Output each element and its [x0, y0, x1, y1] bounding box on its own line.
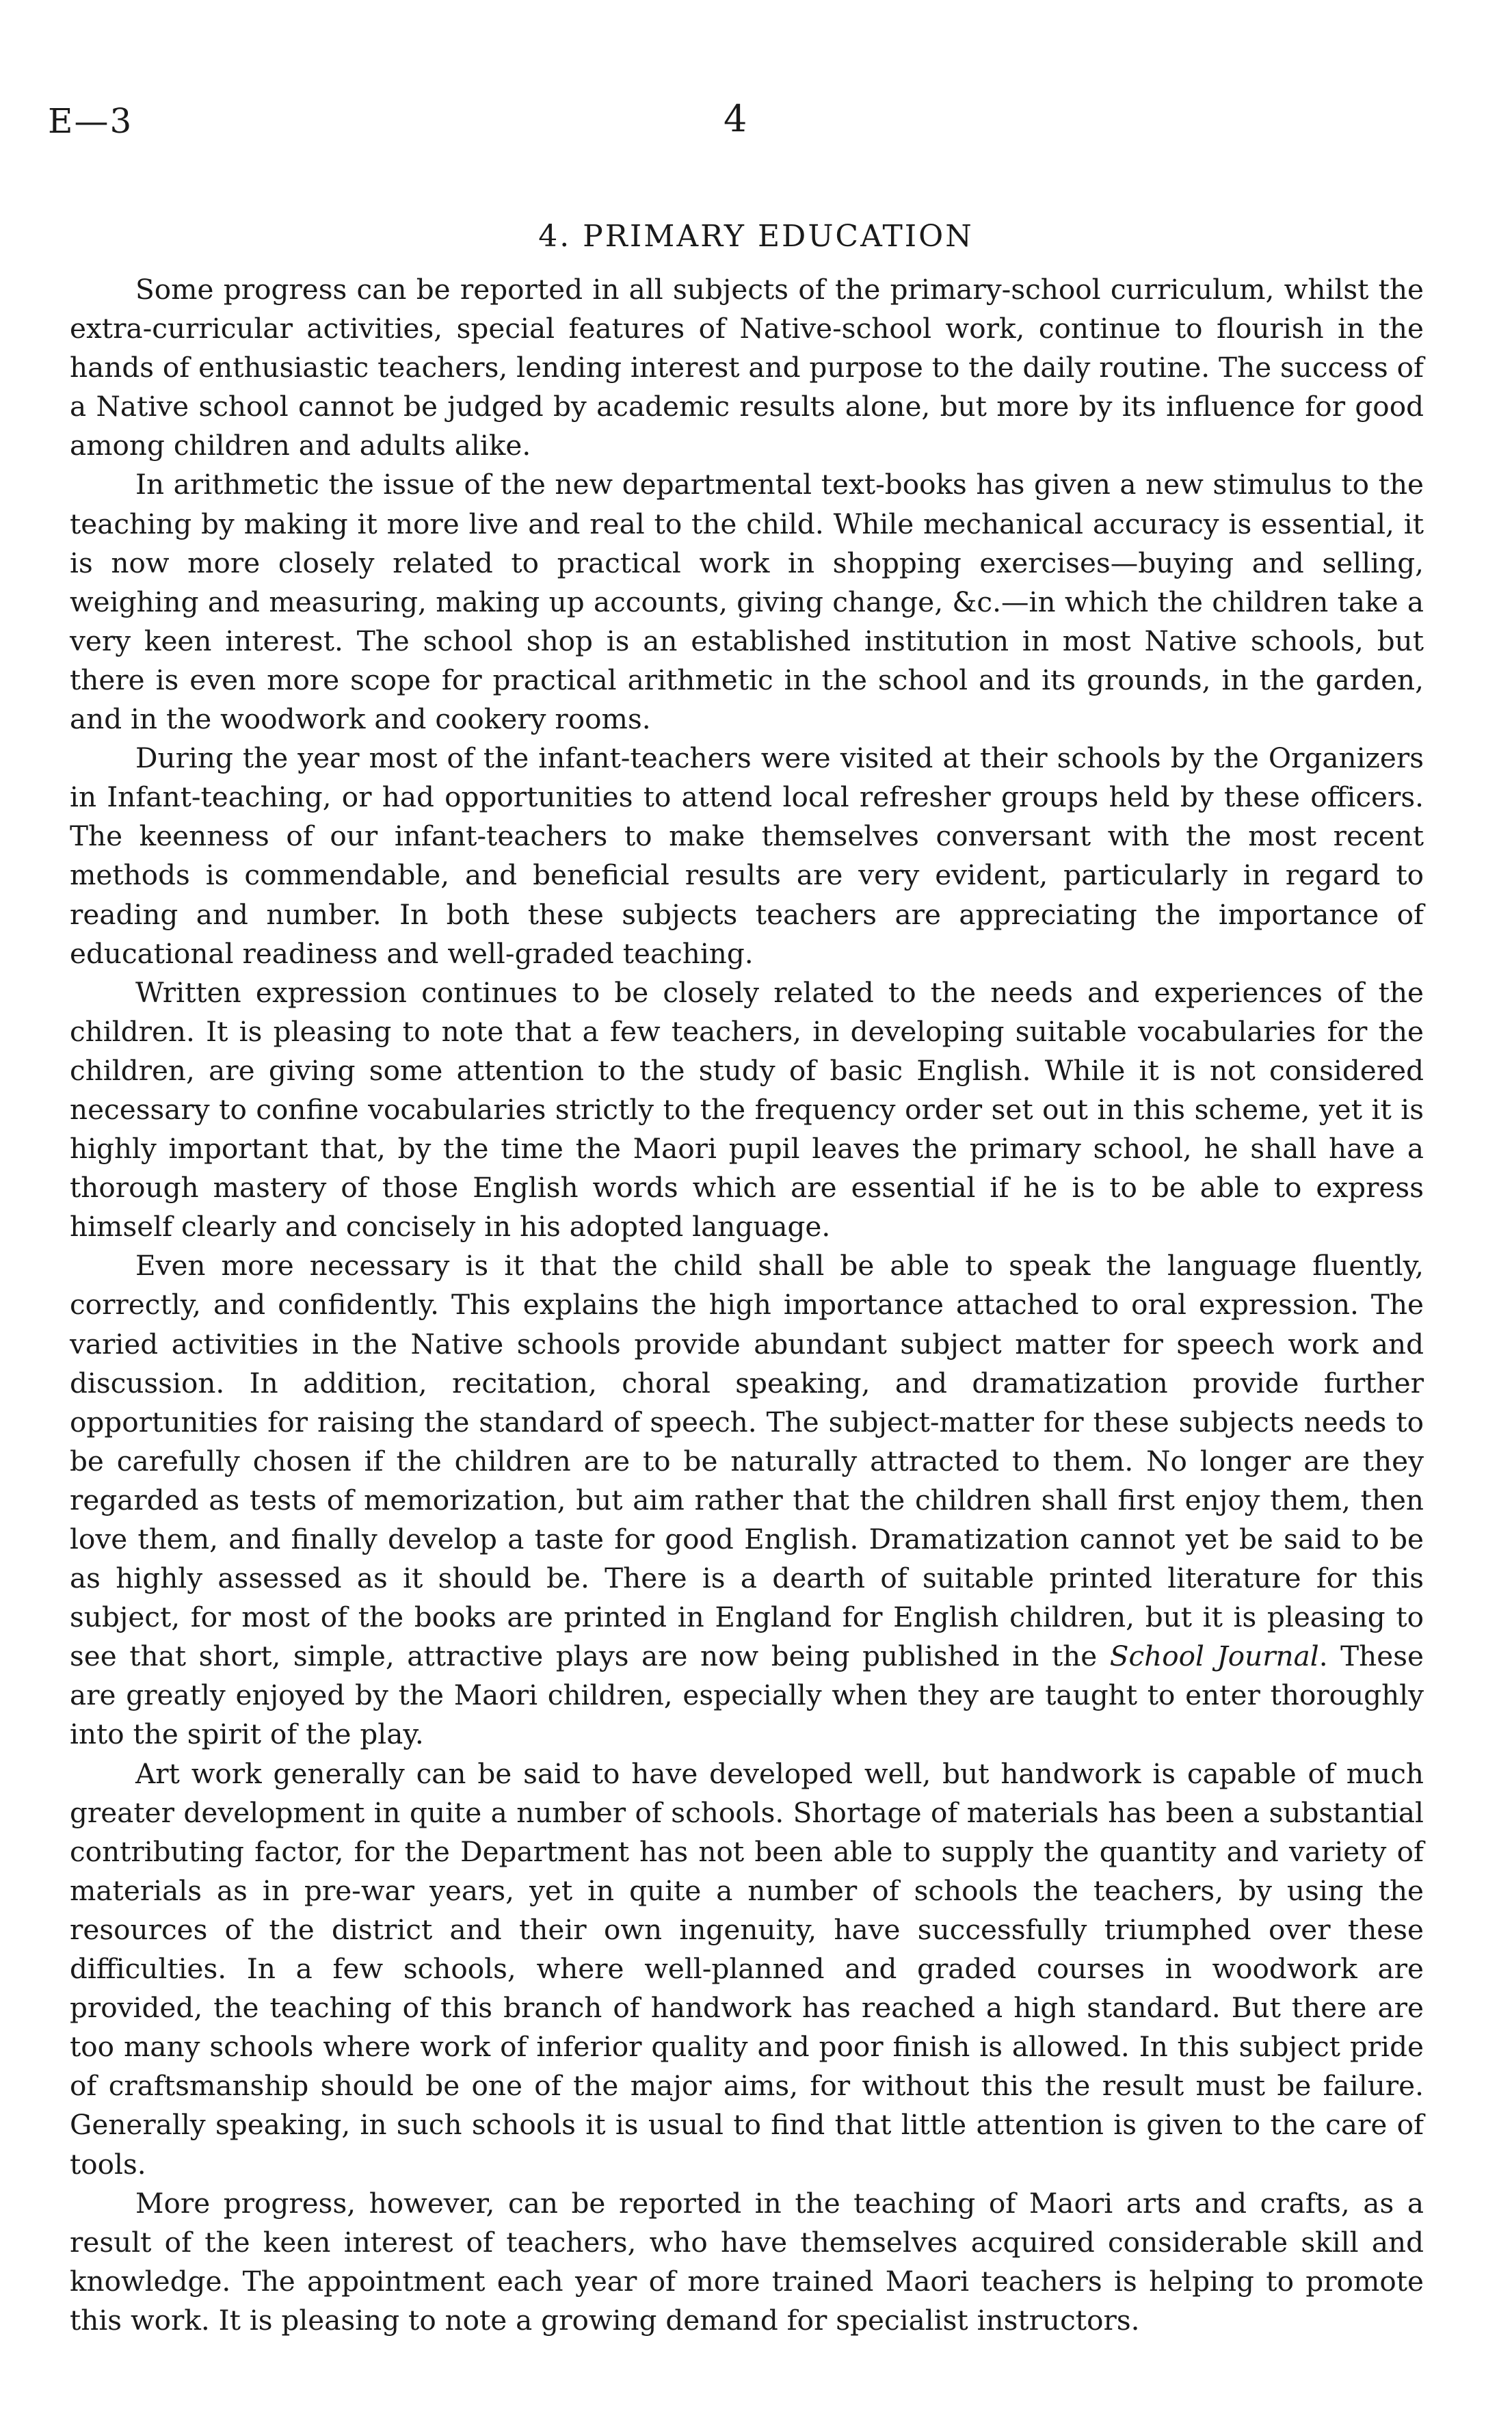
section-title: 4. PRIMARY EDUCATION	[538, 219, 974, 254]
paragraph-oral-expression	[70, 1246, 1424, 1754]
body-text	[70, 270, 1424, 2340]
paragraph-oral-text-after: . These are greatly enjoyed by the Maori children, especially when they are taught to enter thoroughly into the spirit of the play.	[70, 1640, 1424, 1751]
journal-title: School Journal	[1109, 1640, 1319, 1673]
page-number: 4	[724, 97, 747, 140]
paragraph-overview: Some progress can be reported in all subjects of the primary-school curriculum, whilst the extra-curricular activities, special features of Native-school work, continue to flourish in the hands of enthusiastic teachers, lending interest and purpose to the daily routine. The success of a Native school cannot be judged by academic results alone, but more by its influence for good among children and adults alike.	[70, 273, 1424, 462]
paragraph-infant-teaching: During the year most of the infant-teachers were visited at their schools by the Organizers in Infant-teaching, or had opportunities to attend local refresher groups held by these officers. The keenness of our infant-teachers to make themselves conversant with the most recent methods is commendable, and beneficial results are very evident, particularly in regard to reading and number. In both these subjects teachers are appreciating the importance of educational readiness and well-graded teaching.	[70, 741, 1424, 970]
paragraph-art-handwork: Art work generally can be said to have developed well, but handwork is capable of much greater development in quite a number of schools. Shortage of materials has been a substantial contributing factor, for the Department has not been able to supply the quantity and variety of materials as in pre-war years, yet in quite a number of schools the teachers, by using the resources of the district and their own ingenuity, have successfully triumphed over these difficulties. In a few schools, where well-planned and graded courses in woodwork are provided, the teaching of this branch of handwork has reached a high standard. But there are too many schools where work of inferior quality and poor finish is allowed. In this subject pride of craftsmanship should be one of the major aims, for without this the result must be failure. Generally speaking, in such schools it is usual to find that little attention is given to the care of tools.	[70, 1757, 1424, 2181]
paragraph-oral-text-before: Even more necessary is it that the child shall be able to speak the language fluently, correctly, and confidently. This explains the high importance attached to oral expression. The varied activities in the Native schools provide abundant subject matter for speech work and discussion. In addition, recitation, choral speaking, and dramatization provide further opportunities for raising the standard of speech. The subject-matter for these subjects needs to be carefully chosen if the children are to be naturally attracted to them. No longer are they regarded as tests of memorization, but aim rather that the children shall first enjoy them, then love them, and finally develop a taste for good English. Dramatization cannot yet be said to be as highly assessed as it should be. There is a dearth of suitable printed literature for this subject, for most of the books are printed in England for English children, but it is pleasing to see that short, simple, attractive plays are now being published in the	[70, 1249, 1424, 1673]
report-code: E—3	[48, 101, 133, 141]
paragraph-arithmetic: In arithmetic the issue of the new departmental text-books has given a new stimulus to the teaching by making it more live and real to the child. While mechanical accuracy is essential, it is now more closely related to practical work in shopping exercises—buying and selling, weighing and measuring, making up accounts, giving change, &c.—in which the children take a very keen interest. The school shop is an established institution in most Native schools, but there is even more scope for practical arithmetic in the school and its grounds, in the garden, and in the woodwork and cookery rooms.	[70, 468, 1424, 736]
paragraph-maori-arts: More progress, however, can be reported in the teaching of Maori arts and crafts, as a result of the keen interest of teachers, who have themselves acquired considerable skill and knowledge. The appointment each year of more trained Maori teachers is helping to promote this work. It is pleasing to note a growing demand for specialist instructors.	[70, 2186, 1424, 2337]
paragraph-written-expression: Written expression continues to be closely related to the needs and experiences of the children. It is pleasing to note that a few teachers, in developing suitable vocabularies for the children, are giving some attention to the study of basic English. While it is not considered necessary to confine vocabularies strictly to the frequency order set out in this scheme, yet it is highly important that, by the time the Maori pupil leaves the primary school, he shall have a thorough mastery of those English words which are essential if he is to be able to express himself clearly and concisely in his adopted language.	[70, 975, 1424, 1244]
